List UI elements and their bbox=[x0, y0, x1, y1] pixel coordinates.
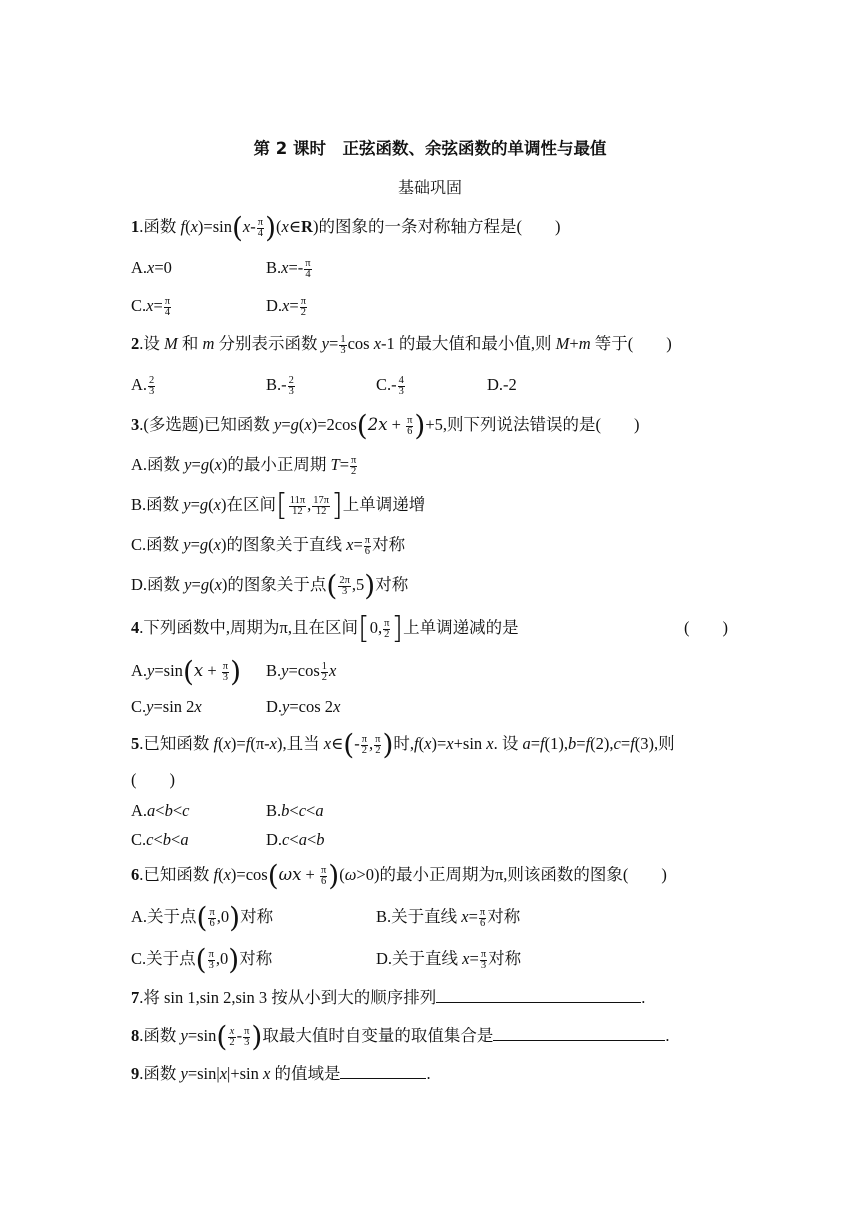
option-6a: A.关于点( $\frac{\pi}{6}$ ,0)对称 bbox=[131, 901, 274, 935]
answer-blank-8[interactable] bbox=[493, 1024, 665, 1041]
question-6: 6.已知函数 f(x)=cos(ωx + $\frac{\pi}{6}$ )(ω>0)的最小正周期为π,则该函数的图象( ) bbox=[131, 859, 667, 893]
question-5: 5.已知函数 f(x)=f(π-x),且当 x∈(- $\frac{\pi}{2}$ , $\frac{\pi}{2}$ )时,f(x)=x+sin x. 设 a=f(1),b=f(2),c=f(3),则 bbox=[131, 728, 675, 762]
question-4: 4.下列函数中,周期为π,且在区间[0, $\frac{\pi}{2}$ ]上单调递减的是 bbox=[131, 611, 519, 647]
question-number: 1 bbox=[131, 217, 140, 236]
question-9: 9.函数 y=sin|x|+sin x 的值域是 . bbox=[131, 1064, 431, 1083]
option-3c: C.函数 y=g(x)的图象关于直线 x= $\frac{\pi}{6}$ 对称 bbox=[131, 534, 406, 557]
question-number: 8 bbox=[131, 1026, 140, 1045]
question-3: 3.(多选题)已知函数 y=g(x)=2cos(2x + $\frac{\pi}{6}$ )+5,则下列说法错误的是( ) bbox=[131, 409, 640, 443]
option-1d: D.x= $\frac{\pi}{2}$ bbox=[266, 295, 306, 318]
option-4b: B.y=cos $\frac{1}{2}$ x bbox=[266, 660, 337, 683]
question-number: 4 bbox=[131, 618, 140, 637]
option-5b: B.b<c<a bbox=[266, 801, 324, 820]
question-number: 3 bbox=[131, 415, 140, 434]
option-1c: C.x= $\frac{\pi}{4}$ bbox=[131, 295, 171, 318]
option-1b: B.x=- $\frac{\pi}{4}$ bbox=[266, 257, 311, 280]
option-3a: A.函数 y=g(x)的最小正周期 T= $\frac{\pi}{2}$ bbox=[131, 454, 357, 477]
question-number: 7 bbox=[131, 988, 140, 1007]
lesson-title: 第 2 课时 正弦函数、余弦函数的单调性与最值 bbox=[253, 139, 607, 158]
option-6d: D.关于直线 x= $\frac{\pi}{3}$ 对称 bbox=[376, 948, 522, 971]
option-3d: D.函数 y=g(x)的图象关于点( $\frac{2\pi}{3}$ ,5)对称 bbox=[131, 569, 409, 603]
option-2b: B.- $\frac{2}{3}$ bbox=[266, 374, 294, 397]
option-6c: C.关于点( $\frac{\pi}{3}$ ,0)对称 bbox=[131, 943, 273, 977]
answer-paren-4: ( ) bbox=[684, 618, 728, 637]
question-number: 6 bbox=[131, 865, 140, 884]
option-2a: A. $\frac{2}{3}$ bbox=[131, 374, 155, 397]
option-2c: C.- $\frac{4}{3}$ bbox=[376, 374, 404, 397]
option-4c: C.y=sin 2x bbox=[131, 697, 202, 716]
option-5d: D.c<a<b bbox=[266, 830, 325, 849]
option-1a: A.x=0 bbox=[131, 258, 172, 277]
question-1: 1.函数 f(x)=sin(x- $\frac{\pi}{4}$ )(x∈R)的图象的一条对称轴方程是( ) bbox=[131, 211, 561, 245]
option-6b: B.关于直线 x= $\frac{\pi}{6}$ 对称 bbox=[376, 906, 521, 929]
question-number: 9 bbox=[131, 1064, 140, 1083]
option-4a: A.y=sin(x + $\frac{\pi}{3}$ ) bbox=[131, 655, 241, 689]
section-heading: 基础巩固 bbox=[397, 178, 462, 197]
question-number: 2 bbox=[131, 334, 140, 353]
option-3b: B.函数 y=g(x)在区间[ $\frac{11\pi}{12}$ , $\frac{17\pi}{12}$ ]上单调递增 bbox=[131, 488, 426, 524]
option-5c: C.c<b<a bbox=[131, 830, 189, 849]
option-4d: D.y=cos 2x bbox=[266, 697, 341, 716]
answer-blank-7[interactable] bbox=[436, 986, 641, 1003]
question-2: 2.设 M 和 m 分别表示函数 y= $\frac{1}{3}$ cos x-1 的最大值和最小值,则 M+m 等于( ) bbox=[131, 333, 672, 356]
option-5a: A.a<b<c bbox=[131, 801, 190, 820]
question-8: 8.函数 y=sin( $\frac{x}{2}$ - $\frac{\pi}{3}$ )取最大值时自变量的取值集合是 . bbox=[131, 1020, 670, 1054]
option-2d: D.-2 bbox=[487, 375, 517, 394]
answer-blank-9[interactable] bbox=[340, 1062, 426, 1079]
question-number: 5 bbox=[131, 734, 140, 753]
question-7: 7.将 sin 1,sin 2,sin 3 按从小到大的顺序排列 . bbox=[131, 988, 646, 1007]
answer-paren-5: ( ) bbox=[131, 770, 175, 789]
